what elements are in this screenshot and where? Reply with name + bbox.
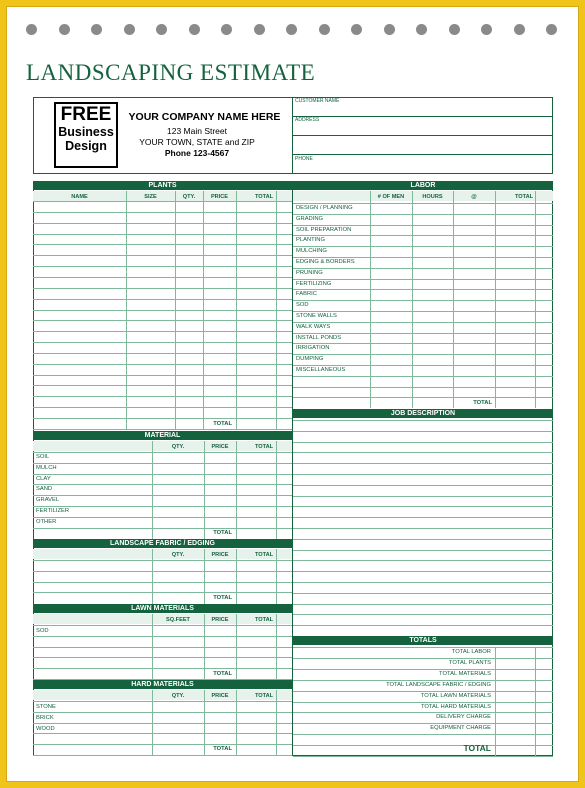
lawn-col-sqfeet: SQ.FEET (166, 617, 190, 623)
page-title: LANDSCAPING ESTIMATE (26, 60, 316, 85)
hard-col-price: PRICE (211, 693, 229, 699)
binder-hole (156, 24, 167, 35)
totals-item: TOTAL LAWN MATERIALS (420, 692, 491, 699)
labor-item: IRRIGATION (296, 345, 330, 352)
logo-line2: Business (58, 125, 114, 139)
labor-item: FERTILIZING (296, 280, 332, 287)
labor-item: INSTALL PONDS (296, 334, 342, 341)
company-name: YOUR COMPANY NAME HERE (128, 111, 281, 123)
lawn-materials-header: LAWN MATERIALS (33, 604, 292, 613)
lawn-item: SOD (36, 628, 49, 634)
plants-header: PLANTS (33, 181, 292, 190)
hard-materials-header: HARD MATERIALS (33, 680, 292, 689)
labor-item: SOIL PREPARATION (296, 226, 352, 233)
binder-hole (286, 24, 297, 35)
fabric-col-total: TOTAL (254, 552, 274, 558)
plants-col-name: NAME (71, 194, 88, 200)
labor-item: SOD (296, 302, 309, 309)
logo-line1: FREE (60, 104, 112, 125)
material-total-label: TOTAL (213, 530, 232, 536)
fabric-header: LANDSCAPE FABRIC / EDGING (33, 539, 292, 548)
labor-item: PLANTING (296, 237, 325, 244)
totals-item: EQUIPMENT CHARGE (430, 725, 491, 732)
labor-item: STONE WALLS (296, 313, 337, 319)
lawn-total-label: TOTAL (213, 671, 232, 677)
totals-item: TOTAL PLANTS (448, 659, 491, 666)
labor-item: GRADING (296, 215, 324, 222)
labor-header: LABOR (293, 181, 553, 190)
totals-item: DELIVERY CHARGE (436, 714, 491, 721)
material-col-qty: QTY. (171, 444, 185, 450)
hard-item-brick: BRICK (36, 715, 54, 721)
binder-hole (546, 24, 557, 35)
labor-item: MULCHING (296, 248, 327, 255)
address-field[interactable] (293, 123, 552, 154)
lawn-col-price: PRICE (211, 617, 229, 623)
grand-total-label: TOTAL (463, 743, 491, 753)
totals-item: TOTAL MATERIALS (439, 670, 491, 677)
material-col-total: TOTAL (254, 444, 274, 450)
binder-hole (59, 24, 70, 35)
binder-hole (449, 24, 460, 35)
plants-col-qty: QTY. (182, 194, 196, 200)
labor-item: FABRIC (296, 291, 317, 298)
plants-col-total: TOTAL (254, 194, 274, 200)
logo-line3: Design (65, 139, 107, 153)
company-address: 123 Main Street (166, 126, 227, 136)
fabric-col-price: PRICE (211, 552, 229, 558)
plants-total-label: TOTAL (213, 421, 232, 427)
binder-hole (189, 24, 200, 35)
hard-col-total: TOTAL (254, 693, 274, 699)
material-item: CLAY (36, 475, 51, 482)
address-label: ADDRESS (295, 117, 320, 123)
material-item: FERTILIZER (36, 508, 70, 514)
hard-item-wood: WOOD (36, 726, 55, 732)
labor-item: EDGING & BORDERS (296, 259, 355, 265)
binder-hole (351, 24, 362, 35)
totals-item: TOTAL LABOR (451, 649, 491, 655)
totals-item: TOTAL LANDSCAPE FABRIC / EDGING (386, 681, 491, 688)
plants-col-size: SIZE (144, 194, 157, 200)
totals-header: TOTALS (293, 636, 553, 645)
binder-hole (514, 24, 525, 35)
material-col-price: PRICE (211, 444, 229, 450)
material-item: OTHER (36, 518, 57, 525)
labor-total-label: TOTAL (473, 400, 492, 406)
labor-item: PRUNING (296, 269, 323, 276)
labor-col-hours: HOURS (422, 194, 443, 200)
hard-col-qty: QTY. (171, 693, 185, 699)
binder-hole (481, 24, 492, 35)
material-item: SOIL (36, 454, 50, 460)
labor-col-rate: @ (471, 194, 477, 200)
material-item: SAND (36, 486, 53, 493)
labor-col-men: # OF MEN (377, 194, 405, 200)
binder-hole (384, 24, 395, 35)
lawn-col-total: TOTAL (254, 617, 274, 623)
hard-item-stone: STONE (36, 704, 56, 710)
company-city: YOUR TOWN, STATE and ZIP (139, 137, 255, 147)
binder-hole (221, 24, 232, 35)
labor-item: WALK WAYS (296, 323, 331, 330)
material-item: MULCH (36, 464, 57, 471)
binder-hole (416, 24, 427, 35)
binder-hole (26, 24, 37, 35)
hard-total-label: TOTAL (213, 746, 232, 752)
binder-hole (319, 24, 330, 35)
fabric-col-qty: QTY. (171, 552, 185, 558)
customer-name-label: CUSTOMER NAME (295, 98, 340, 104)
labor-item: MISCELLANEOUS (296, 367, 346, 373)
binder-hole (254, 24, 265, 35)
labor-item: DESIGN / PLANNING (296, 205, 353, 211)
binder-hole (124, 24, 135, 35)
totals-item: TOTAL HARD MATERIALS (420, 703, 491, 710)
binder-hole (91, 24, 102, 35)
job-description-header: JOB DESCRIPTION (293, 409, 553, 418)
phone-label: PHONE (295, 156, 313, 162)
labor-col-total: TOTAL (514, 194, 534, 200)
material-item: GRAVEL (36, 497, 60, 504)
phone-field[interactable] (293, 162, 552, 173)
plants-col-price: PRICE (210, 194, 229, 200)
labor-item: DUMPING (296, 356, 324, 363)
company-logo (54, 102, 118, 168)
fabric-total-label: TOTAL (213, 595, 232, 601)
material-header: MATERIAL (33, 431, 292, 440)
customer-name-field[interactable] (293, 104, 552, 116)
company-phone: Phone 123-4567 (164, 148, 230, 158)
